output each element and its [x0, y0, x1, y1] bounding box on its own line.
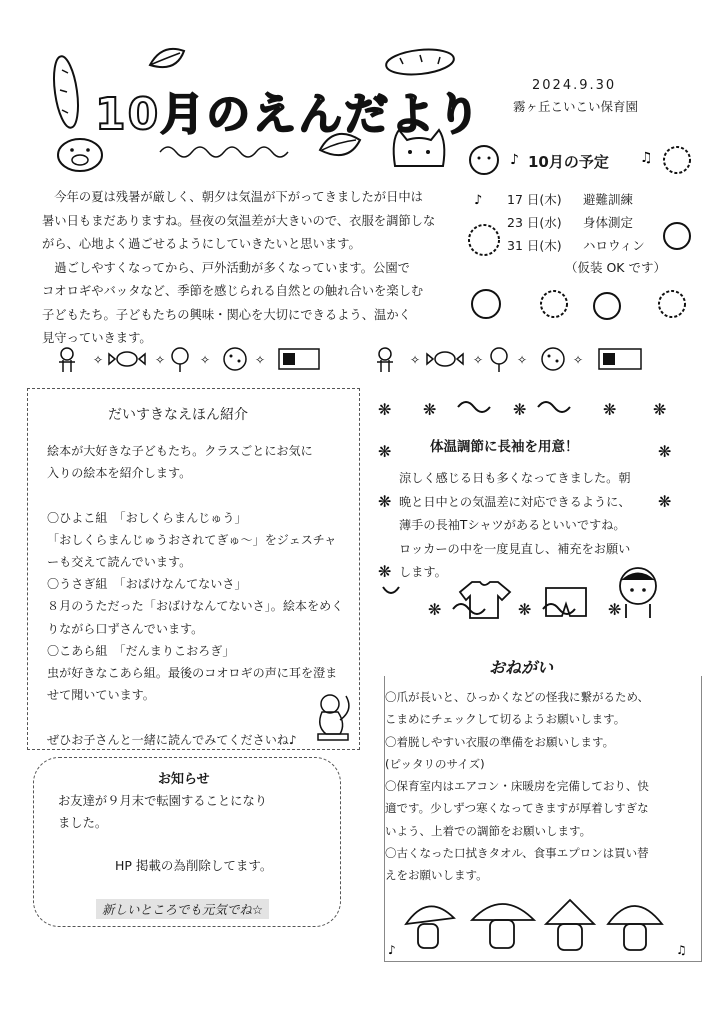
- gingerbread-icon: [377, 348, 393, 372]
- schedule-note: （仮装 OK です）: [565, 260, 666, 275]
- svg-text:✧: ✧: [200, 353, 211, 367]
- request-line: えをお願いします。: [385, 868, 488, 883]
- request-line: 〇着脱しやすい衣服の準備をお願いします。: [385, 734, 615, 749]
- book-line: 〇こあら組 「だんまりこおろぎ」: [47, 643, 235, 658]
- book-line: 入りの絵本を紹介します。: [47, 466, 192, 481]
- notice-body: [58, 790, 328, 834]
- music-note-icon: [640, 150, 653, 166]
- svg-text:❋: ❋: [378, 492, 392, 511]
- notice-line: お友達が９月末で転園することになり: [58, 794, 268, 808]
- sweet-potato-icon: [385, 47, 455, 78]
- svg-text:✧: ✧: [473, 353, 484, 367]
- tshirt-icon: [460, 582, 510, 618]
- svg-text:✧: ✧: [155, 353, 166, 367]
- svg-text:❋: ❋: [423, 400, 437, 419]
- svg-text:♪: ♪: [510, 152, 519, 168]
- notice-line: ました。: [58, 816, 108, 830]
- svg-text:❋: ❋: [603, 400, 617, 419]
- schedule-event: 避難訓練: [583, 192, 634, 207]
- chestnut-icon: [469, 225, 499, 255]
- squirrel-icon: [310, 690, 354, 742]
- temperature-title: 体温調節に長袖を用意！: [430, 439, 579, 455]
- school-name: 霧ヶ丘こいこい保育園: [513, 99, 639, 114]
- svg-text:❋: ❋: [658, 492, 672, 511]
- leaf-icon: [150, 49, 184, 67]
- book-line: ぜひお子さんと一緒に読んでみてくださいね♪: [47, 732, 297, 747]
- lollipop-icon: [172, 348, 188, 372]
- clothes-illustrations: [450, 562, 670, 624]
- intro-line: がら、心地よく過ごせるようにしていきたいと思います。: [42, 237, 361, 251]
- sweet-potato-icon: [50, 55, 82, 129]
- schedule-event: ハロウィン: [583, 238, 645, 253]
- temperature-line: します。: [399, 565, 447, 579]
- book-line: りながら口ずさんでいます。: [47, 621, 204, 636]
- mushroom-icon: [608, 906, 662, 950]
- candy-icon: [109, 352, 145, 366]
- request-line: 適です。少しずつ寒くなってきますが厚着しすぎな: [385, 801, 649, 816]
- request-line: (ピッタリのサイズ): [385, 756, 485, 771]
- gingerbread-icon: [59, 348, 75, 372]
- svg-text:✧: ✧: [517, 353, 528, 367]
- intro-line: 見守っていきます。: [42, 331, 152, 345]
- svg-text:✧: ✧: [255, 353, 266, 367]
- svg-text:♪: ♪: [388, 943, 396, 957]
- shorts-icon: [546, 588, 586, 616]
- request-line: 〇保育室内はエアコン・床暖房を完備しており、快: [385, 779, 649, 794]
- chestnut-icon: [472, 290, 500, 318]
- intro-line: 過ごしやすくなってから、戸外活動が多くなっています。公園で: [42, 260, 410, 275]
- svg-text:❋: ❋: [608, 600, 622, 619]
- svg-text:❋: ❋: [513, 400, 527, 419]
- chocolate-icon: [279, 349, 319, 369]
- music-note-icon: [474, 193, 482, 208]
- book-line: せて聞いています。: [47, 688, 155, 703]
- mushroom-icon: [546, 900, 594, 950]
- svg-text:✧: ✧: [93, 353, 104, 367]
- svg-text:❋: ❋: [658, 442, 672, 461]
- svg-text:❋: ❋: [378, 400, 392, 419]
- notice-title: お知らせ: [158, 772, 210, 787]
- svg-text:♫: ♫: [640, 150, 653, 166]
- svg-text:♪: ♪: [474, 193, 483, 208]
- chestnut-icon: [470, 146, 498, 174]
- music-note-icon: [388, 943, 396, 957]
- notice-hp-note: HP 掲載の為削除してます。: [115, 858, 273, 873]
- child-icon: [620, 568, 656, 618]
- book-line: [47, 484, 352, 506]
- book-line: 「おしくらまんじゅうおされてぎゅ〜」をジェスチャ: [47, 532, 337, 547]
- chestnut-icon: [659, 291, 685, 317]
- chocolate-icon: [599, 349, 641, 369]
- schedule-date: 17 日(木): [507, 192, 562, 207]
- svg-text:✧: ✧: [410, 353, 421, 367]
- cookie-icon: [542, 348, 564, 370]
- request-line: 〇古くなった口拭きタオル、食事エプロンは買い替: [385, 846, 649, 861]
- lollipop-icon: [491, 348, 507, 372]
- book-line: 絵本が大好きな子どもたち。クラスごとにお気に: [47, 444, 313, 458]
- book-section-body: [47, 440, 352, 751]
- schedule-event: 身体測定: [583, 215, 634, 230]
- sweets-divider: [55, 346, 675, 372]
- chestnut-icon: [664, 223, 690, 249]
- page-title: 10月のえんだより: [95, 89, 483, 140]
- svg-text:❋: ❋: [378, 442, 392, 461]
- pig-icon: [58, 139, 102, 171]
- mushroom-icon: [472, 904, 534, 948]
- svg-text:✧: ✧: [573, 353, 584, 367]
- svg-text:❋: ❋: [378, 562, 392, 581]
- intro-text: [42, 186, 447, 351]
- squiggle-decoration: [160, 147, 288, 157]
- candy-icon: [427, 352, 463, 366]
- chestnut-icon: [664, 147, 690, 173]
- svg-text:❋: ❋: [518, 600, 532, 619]
- cookie-icon: [224, 348, 246, 370]
- schedule-date: 31 日(木): [507, 238, 562, 253]
- book-line: ーも交えて読んでいます。: [47, 555, 192, 569]
- book-line: [47, 706, 352, 728]
- requests-body: [385, 686, 697, 887]
- intro-line: 今年の夏は残暑が厳しく、朝夕は気温が下がってきましたが日中は: [54, 190, 423, 204]
- svg-text:❋: ❋: [653, 400, 667, 419]
- chestnut-icon: [594, 293, 620, 319]
- chestnut-icon: [541, 291, 567, 317]
- book-line: 〇ひよこ組 「おしくらまんじゅう」: [47, 510, 247, 525]
- temperature-line: 涼しく感じる日も多くなってきました。朝: [399, 471, 631, 485]
- temperature-line: 晩と日中との気温差に対応できるように、: [399, 494, 631, 509]
- music-note-icon: [676, 943, 687, 957]
- requests-title: おねがい: [489, 658, 554, 677]
- temperature-line: ロッカーの中を一度見直し、補充をお願い: [399, 541, 631, 556]
- intro-line: 子どもたち。子どもたちの興味・関心を大切にできるよう、温かく: [42, 307, 411, 322]
- schedule-date: 23 日(水): [507, 215, 562, 230]
- book-section-title: だいすきなえほん紹介: [108, 407, 248, 423]
- svg-text:♫: ♫: [676, 943, 687, 957]
- mushroom-illustrations: [386, 890, 696, 962]
- book-line: 〇うさぎ組 「おばけなんてないさ」: [47, 577, 247, 592]
- music-note-icon: [510, 152, 519, 168]
- book-line: ８月のうただった「おばけなんてないさ」。絵本をめく: [47, 599, 344, 614]
- intro-line: 暑い日もまだありますね。昼夜の気温差が大きいので、衣服を調節しな: [42, 213, 436, 228]
- request-line: こまめにチェックして切るようお願いします。: [385, 712, 626, 727]
- mushroom-icon: [406, 906, 454, 948]
- notice-farewell: 新しいところでも元気でね☆: [96, 899, 269, 919]
- intro-line: コオロギやバッタなど、季節を感じられる自然との触れ合いを楽しむ: [42, 284, 424, 298]
- issue-date: 2024.9.30: [532, 78, 617, 93]
- book-line: 虫が好きなこあら組。最後のコオロギの声に耳を澄ま: [47, 666, 338, 681]
- schedule-title: 10月の予定: [528, 153, 609, 171]
- request-line: いよう、上着での調節をお願いします。: [385, 823, 592, 838]
- request-line: 〇爪が長いと、ひっかくなどの怪我に繋がるため、: [385, 690, 650, 704]
- temperature-line: 薄手の長袖Tシャツがあるといいですね。: [399, 518, 626, 532]
- svg-text:❋: ❋: [428, 600, 442, 619]
